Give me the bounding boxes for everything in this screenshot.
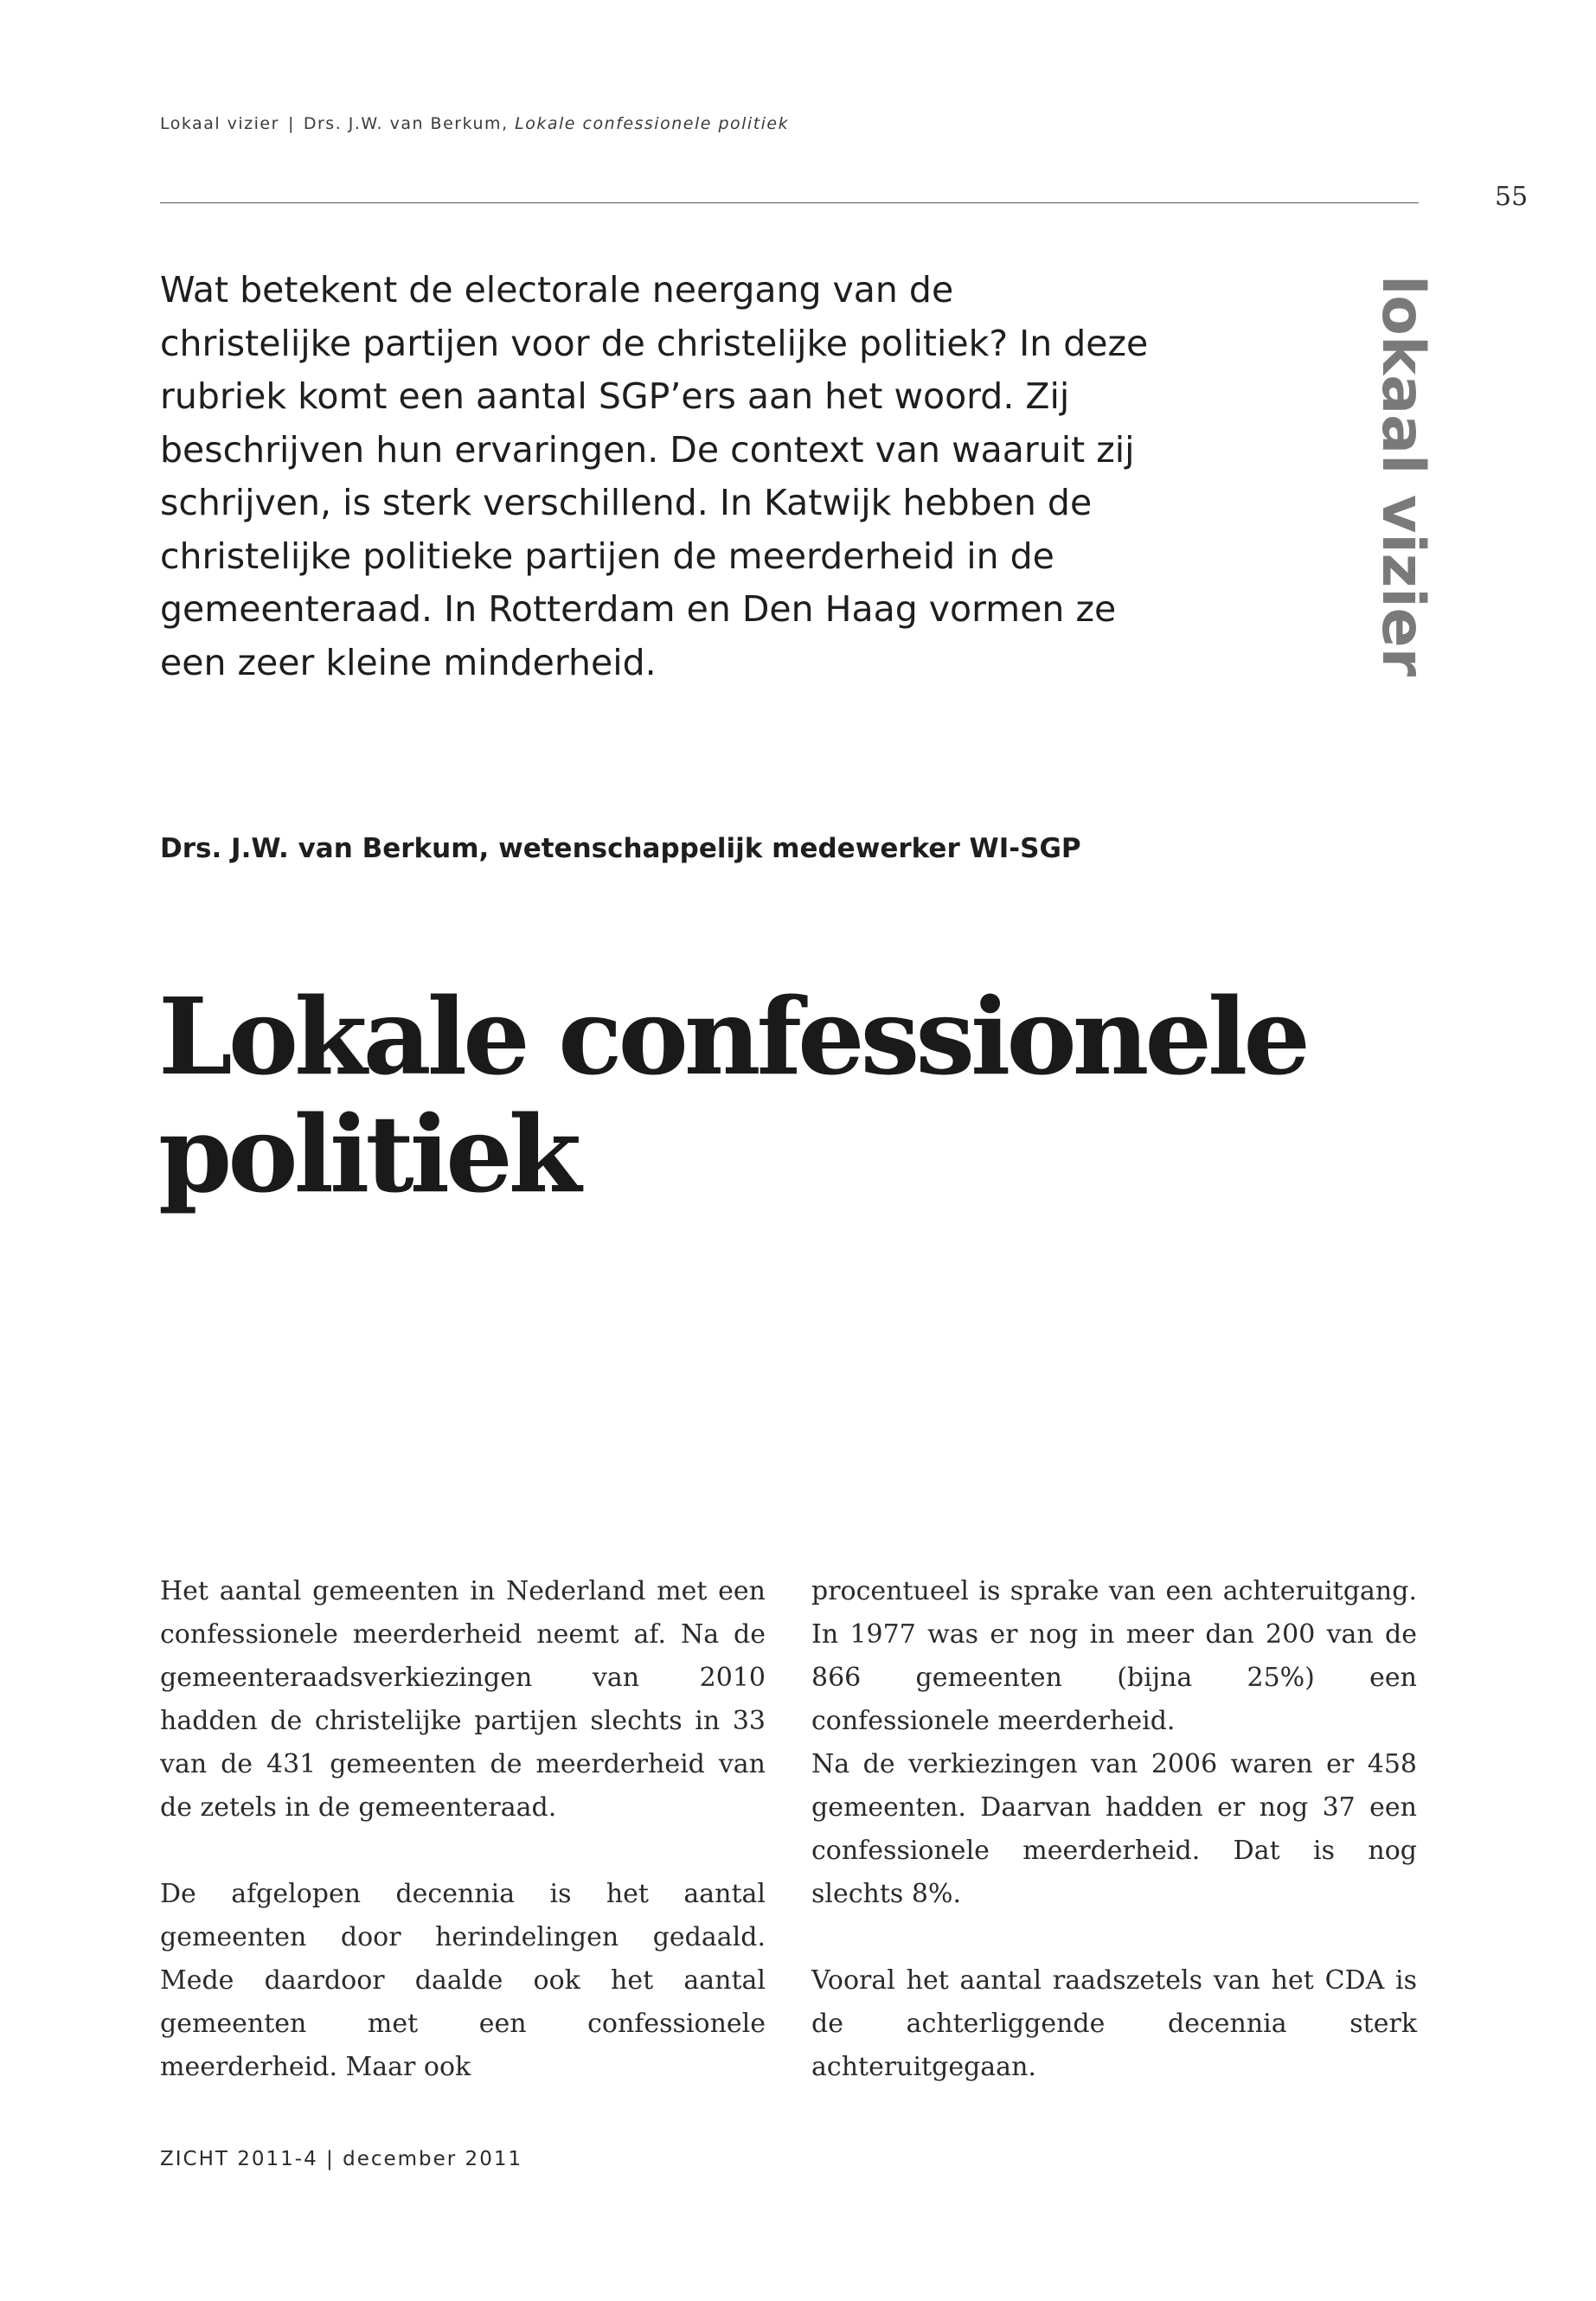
header-author: Drs. J.W. van Berkum, [303,114,509,133]
body-paragraph: procentueel is sprake van een achteruitgang. In 1977 was er nog in meer dan 200 van de 866 gemeenten (bijna 25%) een confessionele meerderheid. [811,1576,1417,1736]
body-paragraph: Vooral het aantal raadszetels van het CDA is de achterliggende decennia sterk achteruitgegaan. [811,1965,1417,2082]
intro-paragraph: Wat betekent de electorale neergang van de christelijke partijen voor de christelijke politiek? In deze rubriek komt een aantal SGP’ers aan het woord. Zij beschrijven hun ervaringen. De context van waaruit zij schrijven, is sterk verschillend. In Katwijk hebben de christelijke politieke partijen de meerderheid in de gemeenteraad. In Rotterdam en Den Haag vormen ze een zeer kleine minderheid. [160,269,1149,683]
article-title-line-1: Lokale confessionele [158,974,1307,1099]
body-column-right [811,1570,1417,2089]
body-paragraph: De afgelopen decennia is het aantal gemeenten door herindelingen gedaald. Mede daardoor daalde ook het aantal gemeenten met een confessionele meerderheid. Maar ook [160,1879,766,2082]
body-column-left [160,1570,766,2089]
article-title [158,974,1456,1216]
page-number: 55 [1495,182,1529,212]
author-byline: Drs. J.W. van Berkum, wetenschappelijk medewerker WI-SGP [160,833,1081,864]
section-side-label: lokaal vizier [1368,275,1437,677]
article-title-line-2: politiek [158,1092,578,1216]
header-article-title: Lokale confessionele politiek [515,114,790,133]
header-section: Lokaal vizier [160,114,279,133]
page-footer: ZICHT 2011-4 | december 2011 [160,2148,523,2170]
header-rule [160,202,1419,203]
body-paragraph: Na de verkiezingen van 2006 waren er 458 gemeenten. Daarvan hadden er nog 37 een confessionele meerderheid. Dat is nog slechts 8%. [811,1749,1417,1909]
header-separator: | [287,114,295,133]
body-paragraph: Het aantal gemeenten in Nederland met een confessionele meerderheid neemt af. Na de gemeenteraadsverkiezingen van 2010 hadden de christelijke partijen slechts in 33 van de 431 gemeenten de meerderheid van de zetels in de gemeenteraad. [160,1576,766,1823]
running-header [160,114,789,133]
